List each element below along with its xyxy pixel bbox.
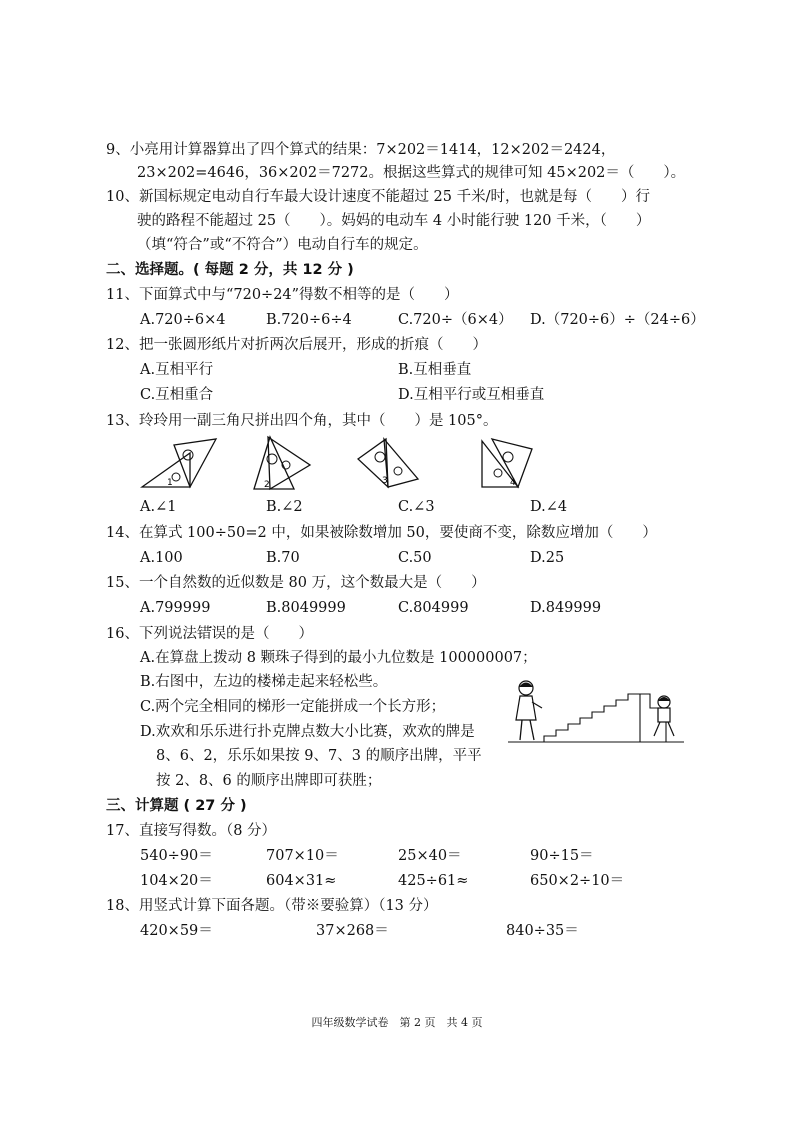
q16-option-a: A.在算盘上拨动 8 颗珠子得到的最小九位数是 100000007； xyxy=(140,650,537,666)
q13-option-a: A.∠1 xyxy=(140,499,177,515)
q17-item: 425÷61≈ xyxy=(398,873,469,889)
angle-label-1: 1 xyxy=(167,478,173,488)
q13-option-b: B.∠2 xyxy=(266,499,303,515)
q11-stem: 11、下面算式中与“720÷24”得数不相等的是（ ） xyxy=(106,287,459,303)
page-footer: 四年级数学试卷 第 2 页 共 4 页 xyxy=(311,1016,483,1029)
section-choice-heading: 二、选择题。( 每题 2 分，共 12 分 ) xyxy=(106,262,354,278)
section-calc-heading: 三、计算题 ( 27 分 ) xyxy=(106,798,247,814)
q9-line1: 9、小亮用计算器算出了四个算式的结果：7×202＝1414，12×202＝2424， xyxy=(106,142,616,158)
q15-option-a: A.799999 xyxy=(140,600,211,616)
angle-label-3: 3 xyxy=(382,476,388,486)
q12-option-b: B.互相垂直 xyxy=(398,362,472,378)
q14-option-d: D.25 xyxy=(530,550,565,566)
q17-stem: 17、直接写得数。（8 分） xyxy=(106,823,277,839)
q14-option-a: A.100 xyxy=(140,550,183,566)
q17-item: 604×31≈ xyxy=(266,873,337,889)
q14-stem: 14、在算式 100÷50=2 中，如果被除数增加 50，要使商不变，除数应增加（ ） xyxy=(106,525,657,541)
q12-option-a: A.互相平行 xyxy=(140,362,214,378)
q18-stem: 18、用竖式计算下面各题。（带※要验算）（13 分） xyxy=(106,898,438,914)
q15-stem: 15、一个自然数的近似数是 80 万，这个数最大是（ ） xyxy=(106,575,486,591)
q17-item: 25×40＝ xyxy=(398,848,462,864)
q17-item: 707×10＝ xyxy=(266,848,339,864)
stairs-illustration xyxy=(508,678,684,750)
angle-label-4: 4 xyxy=(510,478,516,488)
q9-line2: 23×202=4646，36×202＝7272。根据这些算式的规律可知 45×202＝（ ）。 xyxy=(137,165,686,181)
q13-option-c: C.∠3 xyxy=(398,499,435,515)
q15-option-d: D.849999 xyxy=(530,600,602,616)
q16-option-d-line2: 8、6、2，乐乐如果按 9、7、3 的顺序出牌，平平 xyxy=(156,748,482,764)
q18-item: 37×268＝ xyxy=(316,923,389,939)
q11-option-d: D.（720÷6）÷（24÷6） xyxy=(530,312,705,328)
q16-option-b: B.右图中，左边的楼梯走起来轻松些。 xyxy=(140,674,388,690)
q16-stem: 16、下列说法错误的是（ ） xyxy=(106,626,313,642)
q11-option-a: A.720÷6×4 xyxy=(140,312,226,328)
q16-option-d-line1: D.欢欢和乐乐进行扑克牌点数大小比赛，欢欢的牌是 xyxy=(140,724,475,740)
q12-option-d: D.互相平行或互相垂直 xyxy=(398,387,545,403)
q10-line2: 驶的路程不能超过 25（ ）。妈妈的电动车 4 小时能行驶 120 千米，（ ） xyxy=(137,213,651,229)
set-square-figure-4 xyxy=(478,437,548,493)
q10-line1: 10、新国标规定电动自行车最大设计速度不能超过 25 千米/时，也就是每（ ）行 xyxy=(106,189,651,205)
q10-line3: （填“符合”或“不符合”）电动自行车的规定。 xyxy=(137,237,428,253)
q17-item: 540÷90＝ xyxy=(140,848,213,864)
q17-item: 650×2÷10＝ xyxy=(530,873,625,889)
emphasized-word: 错误 xyxy=(196,626,226,642)
set-square-figure-1 xyxy=(140,437,220,493)
q14-option-b: B.70 xyxy=(266,550,300,566)
q13-option-d: D.∠4 xyxy=(530,499,568,515)
set-square-figure-3 xyxy=(354,437,424,493)
q11-option-b: B.720÷6÷4 xyxy=(266,312,352,328)
q13-stem: 13、玲玲用一副三角尺拼出四个角，其中（ ）是 105°。 xyxy=(106,413,498,429)
q17-item: 90÷15＝ xyxy=(530,848,594,864)
q16-option-d-line3: 按 2、8、6 的顺序出牌即可获胜； xyxy=(156,773,382,789)
q12-stem: 12、把一张圆形纸片对折两次后展开，形成的折痕（ ） xyxy=(106,337,487,353)
q12-option-c: C.互相重合 xyxy=(140,387,214,403)
set-square-figure-2 xyxy=(250,435,320,495)
q11-option-c: C.720÷（6×4） xyxy=(398,312,513,328)
q18-item: 840÷35＝ xyxy=(506,923,579,939)
angle-label-2: 2 xyxy=(264,480,270,490)
q16-option-c: C.两个完全相同的梯形一定能拼成一个长方形； xyxy=(140,699,446,715)
q17-item: 104×20＝ xyxy=(140,873,213,889)
q15-option-c: C.804999 xyxy=(398,600,469,616)
q14-option-c: C.50 xyxy=(398,550,432,566)
q15-option-b: B.8049999 xyxy=(266,600,346,616)
q18-item: 420×59＝ xyxy=(140,923,213,939)
